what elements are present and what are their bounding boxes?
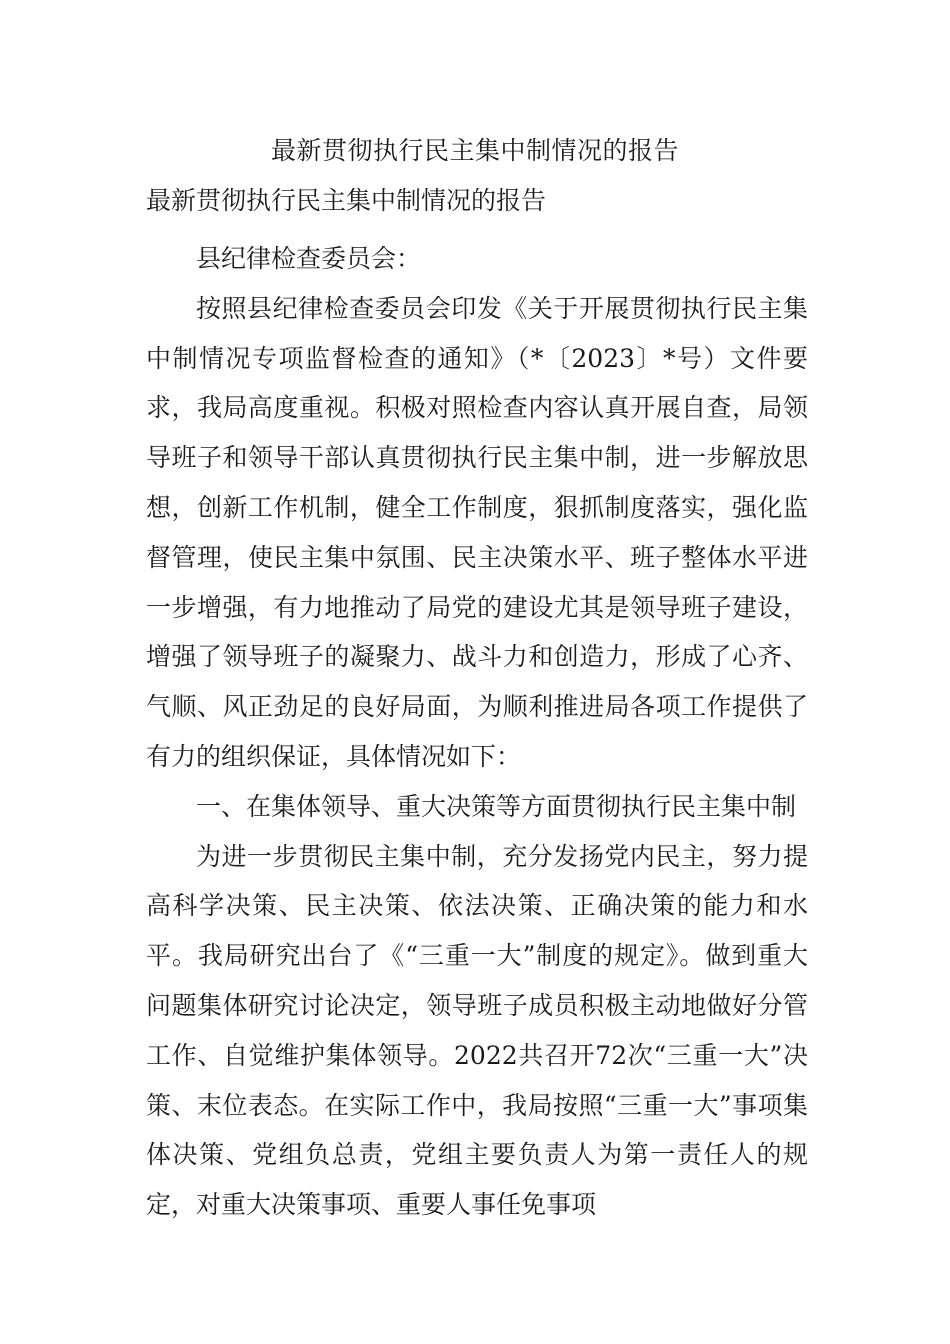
intro-paragraph: 按照县纪律检查委员会印发《关于开展贯彻执行民主集中制情况专项监督检查的通知》（*〔2023〕*号）文件要求，我局高度重视。积极对照检查内容认真开展自查，局领导班子和领导干部认真贯彻执行民主集中制，进一步解放思想，创新工作机制，健全工作制度，狠抓制度落实，强化监督管理，使民主集中氛围、民主决策水平、班子整体水平进一步增强，有力地推动了局党的建设尤其是领导班子建设，增强了领导班子的凝聚力、战斗力和创造力，形成了心齐、气顺、风正劲足的良好局面，为顺利推进局各项工作提供了有力的组织保证，具体情况如下：: [146, 293, 808, 771]
document-body: [146, 234, 808, 1230]
section-heading: 一、在集体领导、重大决策等方面贯彻执行民主集中制: [196, 791, 797, 821]
salutation-paragraph: 县纪律检查委员会：: [196, 244, 422, 273]
document-subtitle: 最新贯彻执行民主集中制情况的报告: [146, 186, 547, 215]
section-paragraph: 为进一步贯彻民主集中制，充分发扬党内民主，努力提高科学决策、民主决策、依法决策、正确决策的能力和水平。我局研究出台了《“三重一大”制度的规定》。做到重大问题集体研究讨论决定，领导班子成员积极主动地做好分管工作、自觉维护集体领导。2022共召开72次“三重一大”决策、末位表态。在实际工作中，我局按照“三重一大”事项集体决策、党组负总责，党组主要负责人为第一责任人的规定，对重大决策事项、重要人事任免事项: [146, 841, 808, 1220]
document-title: 最新贯彻执行民主集中制情况的报告: [270, 136, 679, 165]
